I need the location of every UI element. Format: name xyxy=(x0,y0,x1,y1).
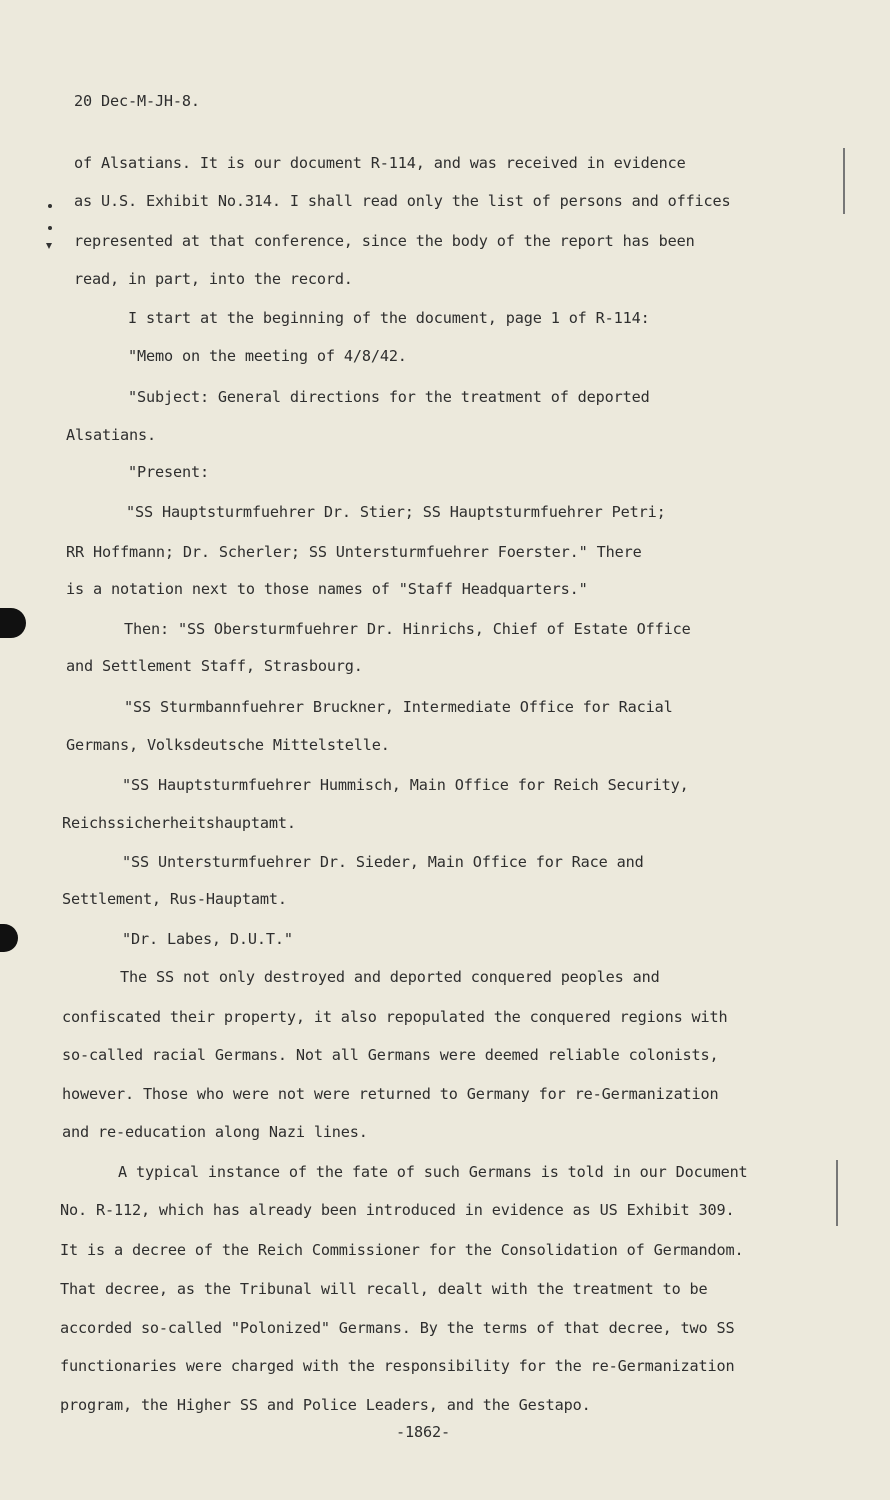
page-number: -1862- xyxy=(396,1423,450,1441)
text-line-24: so-called racial Germans. Not all Germans were deemed reliable colonists, xyxy=(62,1046,719,1064)
text-line-25: however. Those who were not were returned to Germany for re-Germanization xyxy=(62,1085,719,1103)
text-line-11: RR Hoffmann; Dr. Scherler; SS Untersturmfuehrer Foerster." There xyxy=(66,543,642,561)
text-line-12: is a notation next to those names of "Staff Headquarters." xyxy=(66,580,588,598)
text-line-3: represented at that conference, since the body of the report has been xyxy=(74,232,695,250)
text-line-7: "Subject: General directions for the treatment of deported xyxy=(128,388,650,406)
text-line-6: "Memo on the meeting of 4/8/42. xyxy=(128,347,407,365)
text-line-14: and Settlement Staff, Strasbourg. xyxy=(66,657,363,675)
text-line-8: Alsatians. xyxy=(66,426,156,444)
text-line-21: "Dr. Labes, D.U.T." xyxy=(122,930,293,948)
text-line-16: Germans, Volksdeutsche Mittelstelle. xyxy=(66,736,390,754)
text-line-23: confiscated their property, it also repopulated the conquered regions with xyxy=(62,1008,728,1026)
text-line-33: program, the Higher SS and Police Leaders, and the Gestapo. xyxy=(60,1396,591,1414)
text-line-4: read, in part, into the record. xyxy=(74,270,353,288)
text-line-31: accorded so-called "Polonized" Germans. By the terms of that decree, two SS xyxy=(60,1319,735,1337)
margin-mark-bottom xyxy=(836,1160,838,1226)
binder-hole-bottom xyxy=(0,924,18,952)
text-line-18: Reichssicherheitshauptamt. xyxy=(62,814,296,832)
text-line-32: functionaries were charged with the responsibility for the re-Germanization xyxy=(60,1357,735,1375)
text-line-15: "SS Sturmbannfuehrer Bruckner, Intermediate Office for Racial xyxy=(124,698,673,716)
text-line-13: Then: "SS Obersturmfuehrer Dr. Hinrichs, Chief of Estate Office xyxy=(124,620,691,638)
binder-hole-top xyxy=(0,608,26,638)
text-line-10: "SS Hauptsturmfuehrer Dr. Stier; SS Hauptsturmfuehrer Petri; xyxy=(126,503,666,521)
text-line-30: That decree, as the Tribunal will recall, dealt with the treatment to be xyxy=(60,1280,708,1298)
text-line-19: "SS Untersturmfuehrer Dr. Sieder, Main Office for Race and xyxy=(122,853,644,871)
margin-arrow xyxy=(46,243,52,249)
text-line-28: No. R-112, which has already been introduced in evidence as US Exhibit 309. xyxy=(60,1201,735,1219)
text-line-26: and re-education along Nazi lines. xyxy=(62,1123,368,1141)
text-line-9: "Present: xyxy=(128,463,209,481)
text-line-5: I start at the beginning of the document, page 1 of R-114: xyxy=(128,309,650,327)
text-line-1: of Alsatians. It is our document R-114, and was received in evidence xyxy=(74,154,686,172)
document-reference: 20 Dec-M-JH-8. xyxy=(74,92,200,110)
margin-dot-2 xyxy=(48,226,52,230)
text-line-17: "SS Hauptsturmfuehrer Hummisch, Main Office for Reich Security, xyxy=(122,776,689,794)
text-line-29: It is a decree of the Reich Commissioner for the Consolidation of Germandom. xyxy=(60,1241,744,1259)
margin-dot xyxy=(48,204,52,208)
text-line-20: Settlement, Rus-Hauptamt. xyxy=(62,890,287,908)
text-line-22: The SS not only destroyed and deported conquered peoples and xyxy=(120,968,660,986)
margin-mark-top xyxy=(843,148,845,214)
text-line-27: A typical instance of the fate of such Germans is told in our Document xyxy=(118,1163,748,1181)
text-line-2: as U.S. Exhibit No.314. I shall read only the list of persons and offices xyxy=(74,192,731,210)
